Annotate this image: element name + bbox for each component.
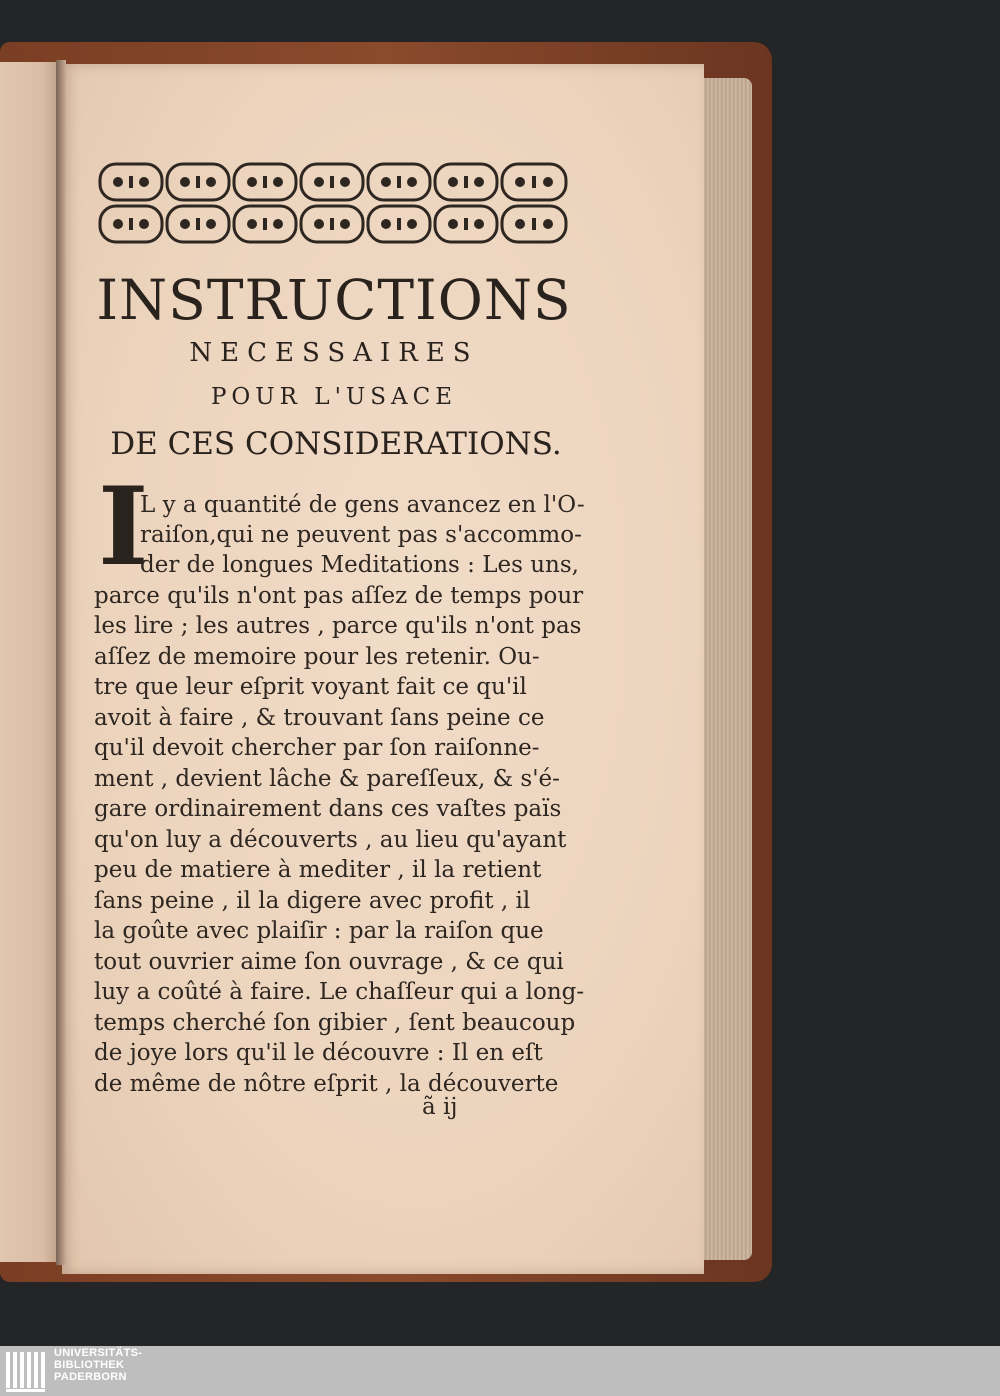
book-gutter	[56, 60, 66, 1265]
title-line-4: DE CES CONSIDERATIONS.	[110, 426, 562, 462]
library-logo-text	[54, 1347, 142, 1383]
text-line: de même de nôtre eſprit , la découverte	[94, 1071, 559, 1097]
text-line: qu'il devoit chercher par ſon raiſonne-	[94, 735, 540, 761]
text-line: ſans peine , il la digere avec profit , il	[94, 888, 531, 914]
text-line: avoit à faire , & trouvant ſans peine ce	[94, 705, 545, 731]
text-line: les lire ; les autres , parce qu'ils n'ont pas	[94, 613, 582, 639]
library-footer	[0, 1346, 1000, 1396]
text-line: tre que leur eſprit voyant fait ce qu'il	[94, 674, 527, 700]
logo-line: UNIVERSITÄTS-	[54, 1347, 143, 1359]
text-line: la goûte avec plaiſir : par la raiſon que	[94, 918, 544, 944]
text-line: der de longues Meditations : Les uns,	[140, 552, 579, 578]
signature-mark: ã ij	[422, 1094, 458, 1120]
drop-cap: I	[98, 464, 149, 590]
text-line: raiſon,qui ne peuvent pas s'accommo-	[140, 522, 582, 548]
left-page-edge	[0, 62, 62, 1262]
title-line-2: NECESSAIRES	[189, 338, 479, 368]
logo-line: BIBLIOTHEK	[54, 1359, 125, 1371]
text-line: parce qu'ils n'ont pas aſſez de temps pour	[94, 583, 584, 609]
text-line: qu'on luy a découverts , au lieu qu'ayant	[94, 827, 567, 853]
text-line: de joye lors qu'il le découvre : Il en eſt	[94, 1040, 543, 1066]
text-line: temps cherché ſon gibier , ſent beaucoup	[94, 1010, 576, 1036]
text-line: ment , devient lâche & pareſſeux, & s'é-	[94, 766, 560, 792]
page-edges	[700, 78, 752, 1260]
text-line: gare ordinairement dans ces vaſtes païs	[94, 796, 562, 822]
title-line-3: POUR L'USACE	[210, 384, 458, 410]
text-line: luy a coûté à faire. Le chaſſeur qui a long-	[94, 979, 585, 1005]
logo-line: PADERBORN	[54, 1371, 127, 1383]
ornament-band-icon	[98, 160, 570, 246]
text-line: peu de matiere à mediter , il la retient	[94, 857, 542, 883]
text-line: aſſez de memoire pour les retenir. Ou-	[94, 644, 540, 670]
text-line: tout ouvrier aime ſon ouvrage , & ce qui	[94, 949, 564, 975]
text-line: L y a quantité de gens avancez en l'O-	[140, 492, 585, 518]
page-title: INSTRUCTIONS	[96, 268, 572, 332]
ub-paderborn-logo-icon	[4, 1348, 48, 1394]
